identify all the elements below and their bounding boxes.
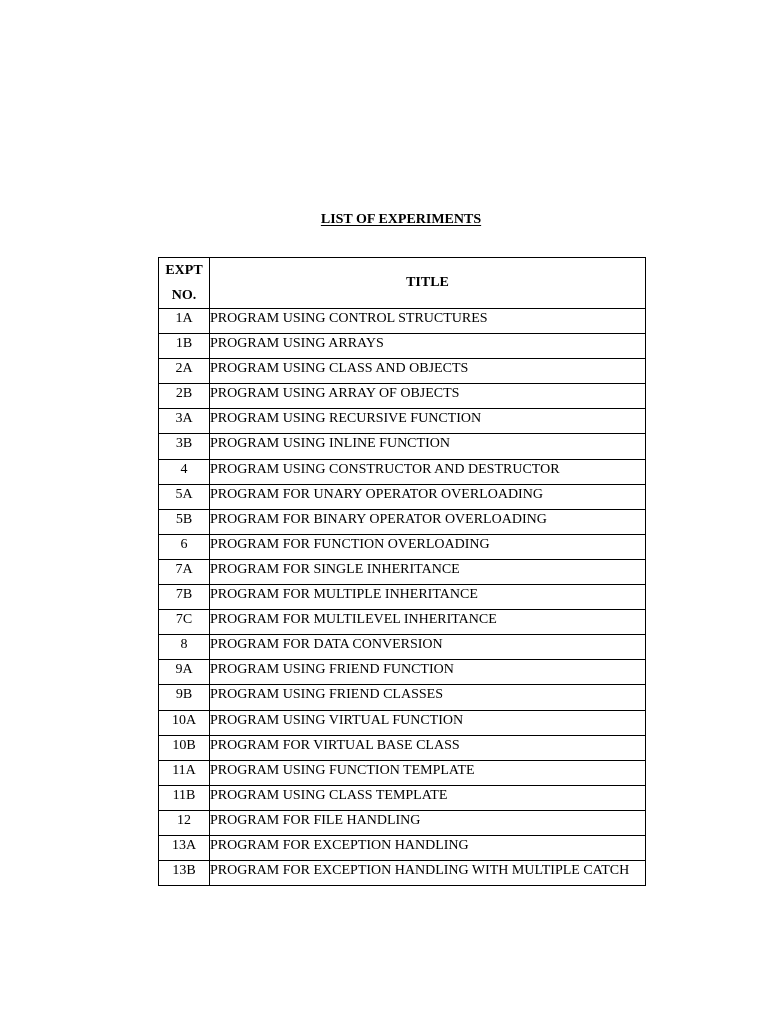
table-row [159, 835, 646, 860]
expt-no-cell: 1A [159, 309, 210, 334]
table-row [159, 785, 646, 810]
expt-title-cell: PROGRAM FOR DATA CONVERSION [210, 635, 646, 660]
expt-title-cell: PROGRAM FOR MULTILEVEL INHERITANCE [210, 610, 646, 635]
expt-no-cell: 9A [159, 660, 210, 685]
expt-no-cell: 10B [159, 735, 210, 760]
table-row [159, 760, 646, 785]
table-row [159, 434, 646, 459]
header-title: TITLE [210, 258, 646, 309]
expt-title-cell: PROGRAM FOR VIRTUAL BASE CLASS [210, 735, 646, 760]
expt-title-cell: PROGRAM USING FRIEND CLASSES [210, 685, 646, 710]
table-header [159, 258, 646, 309]
expt-title-cell: PROGRAM USING CONTROL STRUCTURES [210, 309, 646, 334]
table-row [159, 685, 646, 710]
expt-no-cell: 11B [159, 785, 210, 810]
expt-no-cell: 7C [159, 610, 210, 635]
table-row [159, 559, 646, 584]
expt-no-cell: 7B [159, 585, 210, 610]
table-row [159, 585, 646, 610]
header-expt-no-line1: EXPT [165, 263, 203, 278]
expt-title-cell: PROGRAM USING CLASS TEMPLATE [210, 785, 646, 810]
expt-no-cell: 3A [159, 409, 210, 434]
table-row [159, 810, 646, 835]
table-row [159, 635, 646, 660]
table-row [159, 660, 646, 685]
expt-no-cell: 3B [159, 434, 210, 459]
expt-no-cell: 13A [159, 835, 210, 860]
expt-title-cell: PROGRAM USING INLINE FUNCTION [210, 434, 646, 459]
expt-title-cell: PROGRAM FOR FUNCTION OVERLOADING [210, 534, 646, 559]
table-row [159, 509, 646, 534]
expt-title-cell: PROGRAM USING VIRTUAL FUNCTION [210, 710, 646, 735]
table-body [159, 309, 646, 886]
table-row [159, 409, 646, 434]
table-row [159, 710, 646, 735]
experiments-table [158, 257, 646, 886]
expt-title-cell: PROGRAM USING FRIEND FUNCTION [210, 660, 646, 685]
expt-no-cell: 1B [159, 334, 210, 359]
expt-title-cell: PROGRAM USING ARRAY OF OBJECTS [210, 384, 646, 409]
expt-title-cell: PROGRAM FOR MULTIPLE INHERITANCE [210, 585, 646, 610]
table-row [159, 459, 646, 484]
expt-title-cell: PROGRAM USING CONSTRUCTOR AND DESTRUCTOR [210, 459, 646, 484]
expt-no-cell: 9B [159, 685, 210, 710]
expt-title-cell: PROGRAM FOR EXCEPTION HANDLING [210, 835, 646, 860]
expt-no-cell: 8 [159, 635, 210, 660]
expt-title-cell: PROGRAM FOR EXCEPTION HANDLING WITH MULTIPLE CATCH [210, 861, 646, 886]
header-expt-no [159, 258, 210, 309]
table-row [159, 610, 646, 635]
expt-title-cell: PROGRAM FOR UNARY OPERATOR OVERLOADING [210, 484, 646, 509]
expt-title-cell: PROGRAM USING ARRAYS [210, 334, 646, 359]
expt-no-cell: 10A [159, 710, 210, 735]
table-row [159, 384, 646, 409]
expt-no-cell: 4 [159, 459, 210, 484]
table-row [159, 861, 646, 886]
expt-no-cell: 13B [159, 861, 210, 886]
expt-no-cell: 5B [159, 509, 210, 534]
expt-no-cell: 11A [159, 760, 210, 785]
expt-title-cell: PROGRAM FOR BINARY OPERATOR OVERLOADING [210, 509, 646, 534]
expt-no-cell: 6 [159, 534, 210, 559]
table-row [159, 484, 646, 509]
expt-no-cell: 12 [159, 810, 210, 835]
expt-title-cell: PROGRAM FOR FILE HANDLING [210, 810, 646, 835]
table-row [159, 359, 646, 384]
expt-title-cell: PROGRAM USING RECURSIVE FUNCTION [210, 409, 646, 434]
expt-no-cell: 7A [159, 559, 210, 584]
expt-title-cell: PROGRAM FOR SINGLE INHERITANCE [210, 559, 646, 584]
expt-title-cell: PROGRAM USING CLASS AND OBJECTS [210, 359, 646, 384]
header-row [159, 258, 646, 309]
table-row [159, 334, 646, 359]
page-title: LIST OF EXPERIMENTS [320, 212, 482, 227]
table-row [159, 735, 646, 760]
expt-no-cell: 2B [159, 384, 210, 409]
table-row [159, 309, 646, 334]
expt-no-cell: 5A [159, 484, 210, 509]
expt-no-cell: 2A [159, 359, 210, 384]
expt-title-cell: PROGRAM USING FUNCTION TEMPLATE [210, 760, 646, 785]
header-expt-no-line2: NO. [171, 288, 197, 303]
table-row [159, 534, 646, 559]
